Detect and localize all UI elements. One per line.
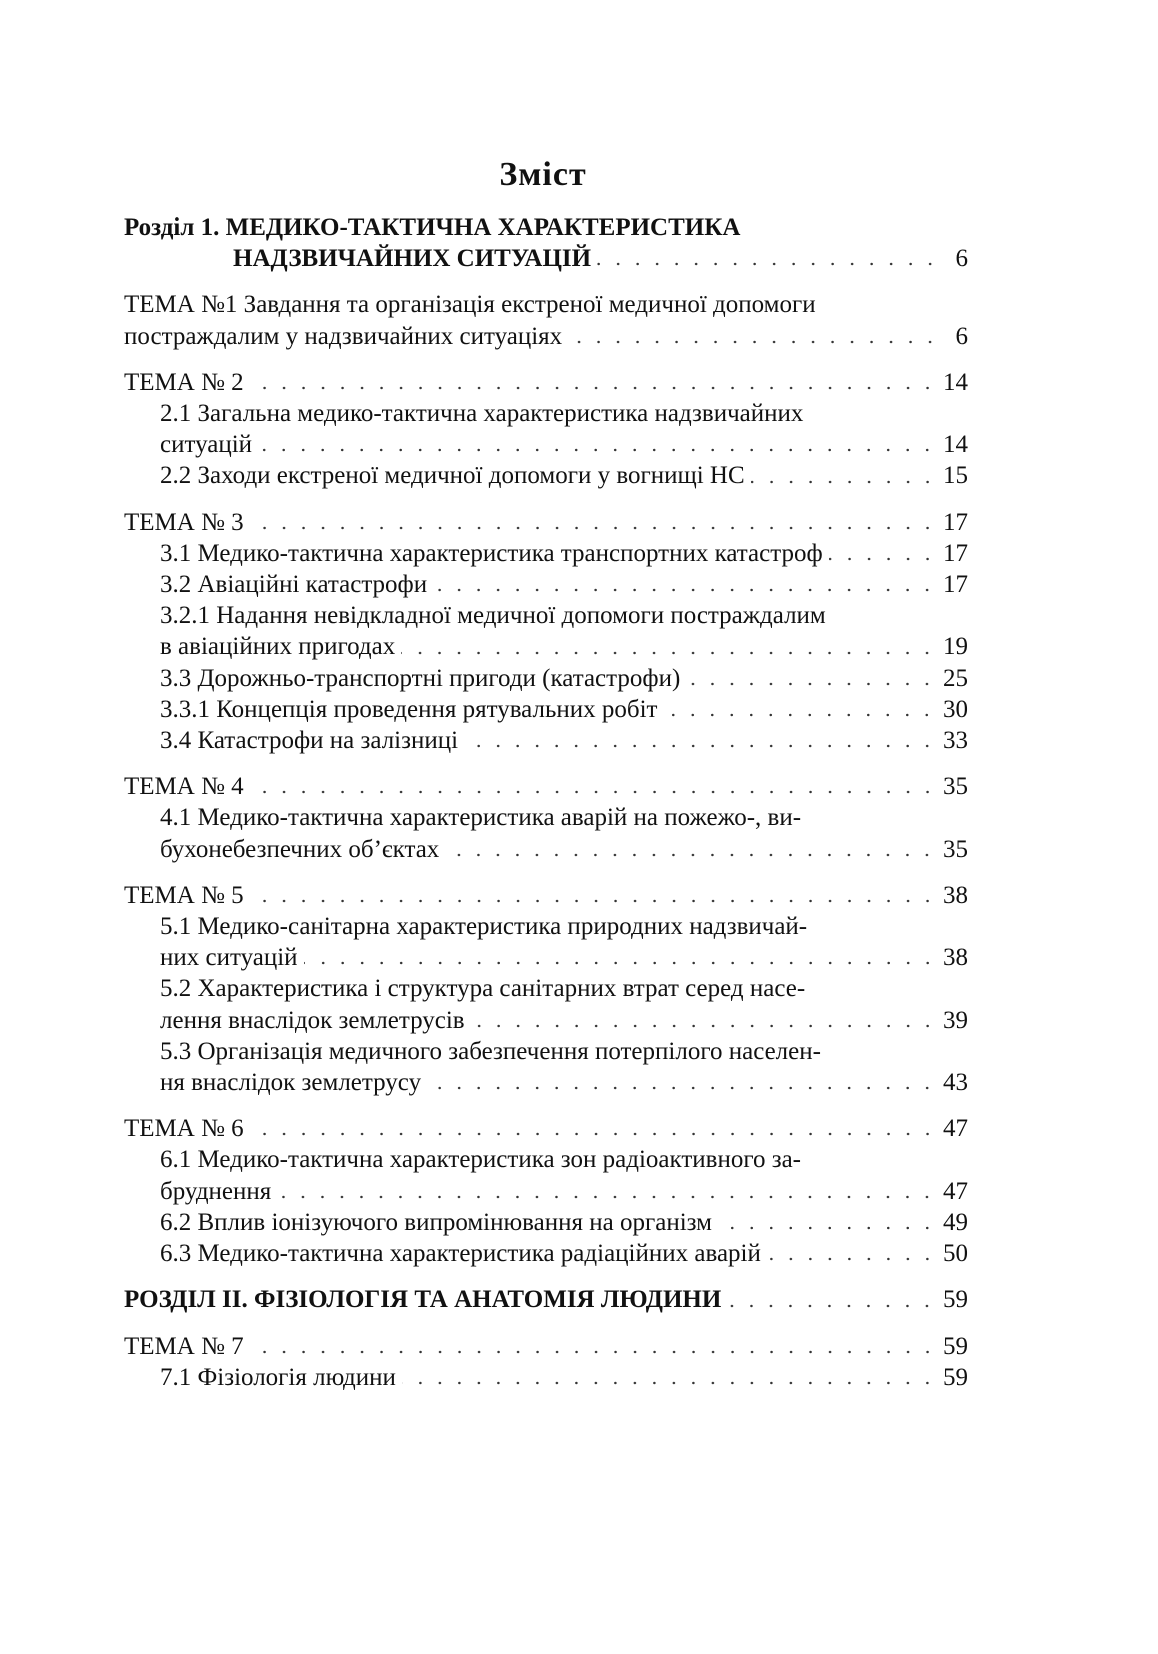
toc-line bbox=[124, 880, 968, 911]
toc-line bbox=[124, 802, 968, 833]
toc-entry-title: 5.3 Організація медичного забезпечення потерпілого населен- bbox=[160, 1037, 821, 1065]
toc-entry[interactable] bbox=[124, 911, 968, 973]
toc-entry-title: бруднення bbox=[160, 1177, 272, 1205]
toc-entry-title: ТЕМА № 5 bbox=[124, 881, 244, 909]
toc-entry-title: ня внаслідок землетрусу bbox=[160, 1069, 422, 1097]
page-number: 59 bbox=[943, 1286, 968, 1314]
toc-entry-title: них ситуацій bbox=[160, 944, 298, 972]
page-number: 49 bbox=[943, 1208, 968, 1236]
page-number: 15 bbox=[943, 462, 968, 490]
toc-line bbox=[124, 538, 968, 569]
toc-entry[interactable] bbox=[124, 1362, 968, 1393]
dot-leader bbox=[258, 447, 937, 453]
toc-entry-title: ТЕМА № 3 bbox=[124, 508, 244, 536]
page-number: 6 bbox=[955, 245, 968, 273]
page-number: 38 bbox=[943, 881, 968, 909]
toc-entry-title: 3.1 Медико-тактична характеристика транспортних катастроф bbox=[160, 539, 823, 567]
dot-leader bbox=[829, 556, 937, 562]
page-number: 47 bbox=[943, 1115, 968, 1143]
page-number: 35 bbox=[943, 835, 968, 863]
dot-leader bbox=[250, 898, 937, 904]
dot-leader bbox=[401, 650, 937, 656]
toc-entry[interactable] bbox=[124, 538, 968, 569]
page-number: 59 bbox=[943, 1332, 968, 1360]
toc-line bbox=[124, 569, 968, 600]
toc-entry-title: 6.3 Медико-тактична характеристика радіаційних аварій bbox=[160, 1240, 761, 1268]
dot-leader bbox=[767, 1256, 937, 1262]
page-number: 25 bbox=[943, 664, 968, 692]
dot-leader bbox=[718, 1225, 937, 1231]
page-number: 17 bbox=[943, 539, 968, 567]
dot-leader bbox=[471, 1023, 937, 1029]
toc-entry-title: лення внаслідок землетрусів bbox=[160, 1006, 465, 1034]
toc-line bbox=[124, 367, 968, 398]
dot-leader bbox=[568, 339, 940, 345]
toc-line bbox=[124, 834, 968, 865]
toc-entry[interactable] bbox=[124, 1331, 968, 1362]
toc-entry-title: 3.4 Катастрофи на залізниці bbox=[160, 727, 459, 755]
toc-entry[interactable] bbox=[124, 973, 968, 1035]
toc-entry-title: ТЕМА № 7 bbox=[124, 1332, 244, 1360]
dot-leader bbox=[686, 681, 937, 687]
toc-entry-title: 3.3.1 Концепція проведення рятувальних робіт bbox=[160, 695, 658, 723]
dot-leader bbox=[433, 587, 937, 593]
toc-group bbox=[124, 367, 968, 492]
toc-entry[interactable] bbox=[124, 507, 968, 538]
dot-leader bbox=[250, 1131, 937, 1137]
page-number: 14 bbox=[943, 368, 968, 396]
dot-leader bbox=[751, 479, 937, 485]
toc-line bbox=[124, 507, 968, 538]
toc-entry-title: 3.2.1 Надання невідкладної медичної допомоги постраждалим bbox=[160, 602, 826, 630]
dot-leader bbox=[250, 525, 937, 531]
toc-entry[interactable] bbox=[124, 771, 968, 802]
toc-entry[interactable] bbox=[124, 460, 968, 491]
toc-line bbox=[124, 1144, 968, 1175]
toc-line bbox=[124, 460, 968, 491]
toc-entry-title: 5.2 Характеристика і структура санітарних втрат серед насе- bbox=[160, 975, 806, 1003]
toc-line bbox=[124, 600, 968, 631]
toc-entry-title: 2.1 Загальна медико-тактична характеристика надзвичайних bbox=[160, 400, 804, 428]
page-number: 33 bbox=[943, 727, 968, 755]
page-number: 14 bbox=[943, 431, 968, 459]
toc-line bbox=[124, 771, 968, 802]
dot-leader bbox=[250, 1349, 937, 1355]
toc-line bbox=[124, 1113, 968, 1144]
toc-group bbox=[124, 1284, 968, 1315]
table-of-contents bbox=[124, 212, 968, 1393]
toc-entry-title: ТЕМА № 6 bbox=[124, 1115, 244, 1143]
toc-line bbox=[124, 398, 968, 429]
dot-leader bbox=[250, 385, 937, 391]
toc-entry[interactable] bbox=[124, 1207, 968, 1238]
toc-entry[interactable] bbox=[124, 663, 968, 694]
page-number: 39 bbox=[943, 1006, 968, 1034]
toc-line bbox=[124, 1207, 968, 1238]
dot-leader bbox=[727, 1303, 937, 1309]
toc-entry[interactable] bbox=[124, 1238, 968, 1269]
toc-entry-title: 7.1 Фізіологія людини bbox=[160, 1363, 396, 1391]
toc-group bbox=[124, 1331, 968, 1393]
toc-group bbox=[124, 880, 968, 1098]
page-number: 30 bbox=[943, 695, 968, 723]
toc-entry-title: ТЕМА № 4 bbox=[124, 773, 244, 801]
toc-entry[interactable] bbox=[124, 289, 968, 351]
toc-entry[interactable] bbox=[124, 212, 968, 274]
toc-line bbox=[124, 663, 968, 694]
toc-line bbox=[124, 942, 968, 973]
toc-line bbox=[124, 212, 968, 243]
dot-leader bbox=[402, 1380, 937, 1386]
page-number: 19 bbox=[943, 633, 968, 661]
toc-group bbox=[124, 507, 968, 757]
toc-entry[interactable] bbox=[124, 1144, 968, 1206]
toc-entry-title: 6.2 Вплив іонізуючого випромінювання на організм bbox=[160, 1208, 712, 1236]
dot-leader bbox=[304, 960, 937, 966]
dot-leader bbox=[597, 261, 940, 267]
toc-entry[interactable] bbox=[124, 1284, 968, 1315]
toc-line bbox=[124, 694, 968, 725]
toc-entry-title: в авіаційних пригодах bbox=[160, 633, 396, 661]
toc-entry[interactable] bbox=[124, 1113, 968, 1144]
toc-entry-title: РОЗДІЛ ІІ. ФІЗІОЛОГІЯ ТА АНАТОМІЯ ЛЮДИНИ bbox=[124, 1286, 722, 1314]
toc-line bbox=[124, 1067, 968, 1098]
toc-entry-title: 5.1 Медико-санітарна характеристика природних надзвичай- bbox=[160, 913, 808, 941]
toc-entry-title: ситуацій bbox=[160, 431, 253, 459]
toc-line bbox=[124, 631, 968, 662]
toc-entry-title: Розділ 1. МЕДИКО-ТАКТИЧНА ХАРАКТЕРИСТИКА bbox=[124, 214, 741, 241]
page-title: Зміст bbox=[499, 156, 587, 193]
toc-line bbox=[124, 243, 968, 274]
toc-line bbox=[124, 911, 968, 942]
toc-entry-title: ТЕМА №1 Завдання та організація екстреної медичної допомоги bbox=[124, 291, 816, 319]
toc-entry-title: 3.2 Авіаційні катастрофи bbox=[160, 571, 428, 599]
toc-entry-title: ТЕМА № 2 bbox=[124, 368, 244, 396]
toc-group bbox=[124, 1113, 968, 1269]
page-number: 38 bbox=[943, 944, 968, 972]
toc-entry-title: 3.3 Дорожньо-транспортні пригоди (катастрофи) bbox=[160, 664, 681, 692]
toc-entry[interactable] bbox=[124, 600, 968, 662]
page-number: 47 bbox=[943, 1177, 968, 1205]
toc-entry[interactable] bbox=[124, 367, 968, 398]
toc-line bbox=[124, 429, 968, 460]
page-number: 59 bbox=[943, 1363, 968, 1391]
dot-leader bbox=[250, 789, 937, 795]
toc-entry[interactable] bbox=[124, 398, 968, 460]
toc-line bbox=[124, 1362, 968, 1393]
toc-entry-title: 4.1 Медико-тактична характеристика аварій на пожежо-, ви- bbox=[160, 804, 802, 832]
page-number: 6 bbox=[955, 322, 968, 350]
toc-entry[interactable] bbox=[124, 725, 968, 756]
toc-entry-title: 2.2 Заходи екстреної медичної допомоги у вогнищі НС bbox=[160, 462, 745, 490]
page-number: 17 bbox=[943, 571, 968, 599]
page-number: 43 bbox=[943, 1069, 968, 1097]
page-number: 17 bbox=[943, 508, 968, 536]
toc-line bbox=[124, 321, 968, 352]
dot-leader bbox=[464, 743, 937, 749]
toc-entry[interactable] bbox=[124, 802, 968, 864]
toc-entry-title: постраждалим у надзвичайних ситуаціях bbox=[124, 322, 563, 350]
toc-group bbox=[124, 771, 968, 865]
toc-line bbox=[124, 1036, 968, 1067]
toc-entry-title: 6.1 Медико-тактична характеристика зон радіоактивного за- bbox=[160, 1146, 802, 1174]
dot-leader bbox=[427, 1085, 937, 1091]
dot-leader bbox=[663, 712, 937, 718]
toc-entry[interactable] bbox=[124, 880, 968, 911]
toc-line bbox=[124, 1284, 968, 1315]
toc-line bbox=[124, 973, 968, 1004]
dot-leader bbox=[277, 1194, 937, 1200]
toc-group bbox=[124, 212, 968, 274]
dot-leader bbox=[445, 852, 937, 858]
toc-entry-title: бухонебезпечних об’єктах bbox=[160, 835, 440, 863]
toc-line bbox=[124, 1238, 968, 1269]
toc-line bbox=[124, 1176, 968, 1207]
page-number: 50 bbox=[943, 1240, 968, 1268]
toc-group bbox=[124, 289, 968, 351]
toc-line bbox=[124, 289, 968, 320]
toc-line bbox=[124, 725, 968, 756]
toc-line bbox=[124, 1331, 968, 1362]
toc-entry-title: НАДЗВИЧАЙНИХ СИТУАЦІЙ bbox=[233, 245, 592, 273]
page-number: 35 bbox=[943, 773, 968, 801]
toc-entry[interactable] bbox=[124, 694, 968, 725]
toc-entry[interactable] bbox=[124, 1036, 968, 1098]
toc-entry[interactable] bbox=[124, 569, 968, 600]
toc-line bbox=[124, 1005, 968, 1036]
